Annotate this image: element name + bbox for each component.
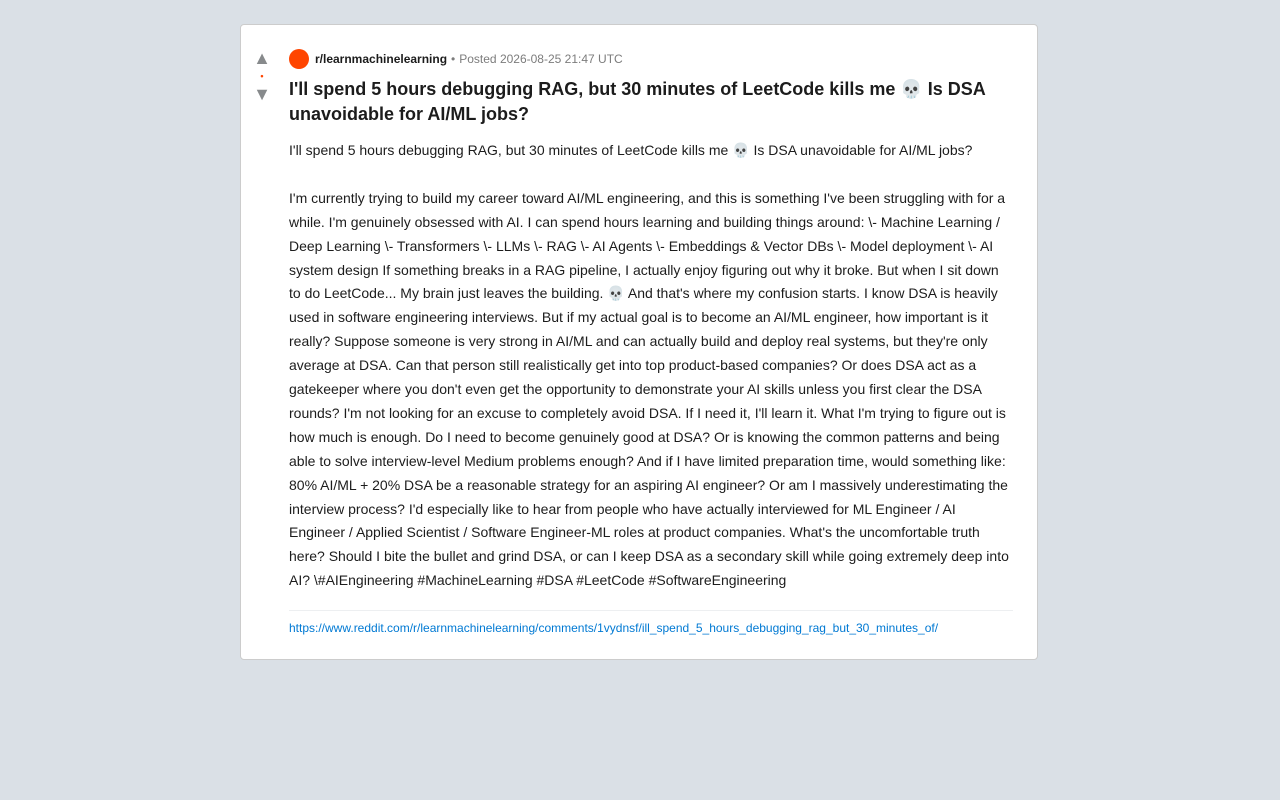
post-title[interactable]: I'll spend 5 hours debugging RAG, but 30 minutes of LeetCode kills me 💀 Is DSA unavoidable for AI/ML jobs? bbox=[289, 79, 986, 124]
down-arrow-icon[interactable]: ▼ bbox=[253, 84, 271, 104]
vote-score: • bbox=[260, 71, 264, 81]
post-body bbox=[289, 139, 1013, 593]
subreddit-link[interactable]: r/learnmachinelearning bbox=[315, 52, 448, 66]
post-card bbox=[240, 24, 1038, 660]
subreddit-icon[interactable] bbox=[289, 49, 309, 69]
post-body-paragraph: I'm currently trying to build my career toward AI/ML engineering, and this is something I've been struggling with for a while. I'm genuinely obsessed with AI. I can spend hours learning and building things around: \- Machine Learning / Deep Learning \- Transformers \- LLMs \- RAG \- AI Agents \- Embeddings & Vector DBs \- Model deployment \- AI system design If something breaks in a RAG pipeline, I actually enjoy figuring out why it broke. But when I sit down to do LeetCode... My brain just leaves the building. 💀 And that's where my confusion starts. I know DSA is heavily used in software engineering interviews. But if my actual goal is to become an AI/ML engineer, how important is it really? Suppose someone is very strong in AI/ML and can actually build and deploy real systems, but they're only average at DSA. Can that person still realistically get into top product-based companies? Or does DSA act as a gatekeeper where you don't even get the opportunity to demonstrate your AI skills unless you first clear the DSA rounds? I'm not looking for an excuse to completely avoid DSA. If I need it, I'll learn it. What I'm trying to figure out is how much is enough. Do I need to become genuinely good at DSA? Or is knowing the common patterns and being able to solve interview-level Medium problems enough? And if I have limited preparation time, would something like: 80% AI/ML + 20% DSA be a reasonable strategy for an aspiring AI engineer? Or am I massively underestimating the interview process? I'd especially like to hear from people who have actually interviewed for ML Engineer / AI Engineer / Applied Scientist / Software Engineer-ML roles at product companies. What's the uncomfortable truth here? Should I bite the bullet and grind DSA, or can I keep DSA as a secondary skill while going extremely deep into AI? \#AIEngineering #MachineLearning #DSA #LeetCode #SoftwareEngineering bbox=[289, 189, 1009, 589]
vote-column bbox=[249, 49, 275, 103]
post-timestamp: Posted 2026-08-25 21:47 UTC bbox=[459, 52, 623, 66]
permalink-link[interactable]: https://www.reddit.com/r/learnmachinelearning/comments/1vydnsf/ill_spend_5_hours_debugging_rag_but_30_minutes_of/ bbox=[289, 621, 939, 636]
post-body-paragraph: I'll spend 5 hours debugging RAG, but 30 minutes of LeetCode kills me 💀 Is DSA unavoidable for AI/ML jobs? bbox=[289, 142, 973, 158]
post-meta bbox=[289, 49, 1013, 69]
meta-separator: • bbox=[451, 52, 456, 66]
post-footer bbox=[289, 610, 1013, 637]
up-arrow-icon[interactable]: ▲ bbox=[253, 48, 271, 68]
